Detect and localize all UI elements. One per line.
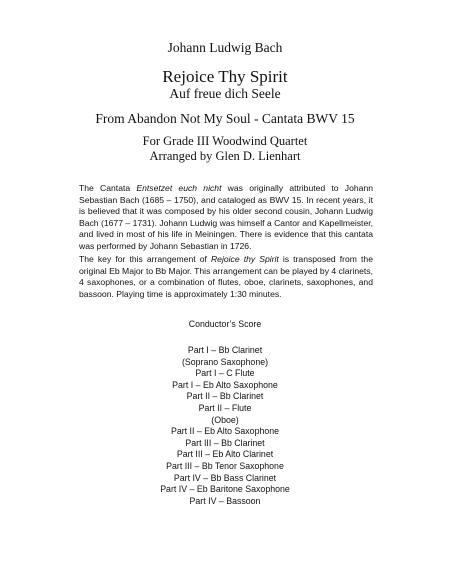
part-item: Part II – Eb Alto Saxophone	[170, 426, 280, 437]
arranger-line: Arranged by Glen D. Lienhart	[149, 149, 301, 163]
parts-list	[0, 345, 450, 507]
piece-subtitle: Auf freue dich Seele	[169, 86, 281, 101]
part-item: Part III – Bb Clarinet	[185, 437, 265, 448]
key-text-rest: is transposed from the original Eb Major to Bb Major. This arrangement can be played by 4 clarinets, 4 saxophones, or a combination of flutes, oboe, clarinets, saxophones, and bassoon. Playing time is approximately 1:30 minutes.	[79, 254, 373, 299]
arrangement-info	[0, 134, 450, 164]
key-text-start: The key for this arrangement of	[79, 254, 211, 264]
arrangement-title: Rejoice thy Spirit	[210, 254, 279, 264]
cantata-name: Entsetzet euch nicht	[136, 183, 222, 193]
part-item: Part I – Eb Alto Saxophone	[172, 379, 278, 390]
key-paragraph	[79, 254, 373, 300]
piece-title: Rejoice Thy Spirit	[162, 67, 288, 86]
part-item: Part III – Eb Alto Clarinet	[176, 449, 274, 460]
history-text-rest: was originally attributed to Johann Sebastian Bach (1685 – 1750), and cataloged as BWV 15. In recent years, it is believed that it was composed by his older second cousin, Johann Ludwig Bach (1677 – 1731). Johann Ludwig was himself a Cantor and Kapellmeister, and lived in most of his life in Meiningen. There is evidence that this cantata was performed by Johann Sebastian in 1726.	[79, 183, 373, 251]
part-item: Part I – Bb Clarinet	[187, 345, 263, 355]
history-text-start: The Cantata	[79, 183, 137, 193]
part-item: Part I – C Flute	[195, 368, 255, 379]
composer-name: Johann Ludwig Bach	[167, 40, 283, 55]
part-item: Part III – Bb Tenor Saxophone	[166, 460, 284, 471]
part-item: (Soprano Saxophone)	[181, 356, 269, 367]
part-item: Part IV – Bb Bass Clarinet	[173, 472, 277, 483]
part-item: Part IV – Bassoon	[189, 495, 261, 506]
part-item: (Oboe)	[211, 414, 239, 425]
conductors-score-heading: Conductor’s Score	[188, 319, 262, 329]
history-paragraph	[79, 183, 373, 252]
part-item: Part IV – Eb Baritone Saxophone	[160, 484, 290, 495]
source-cantata: From Abandon Not My Soul - Cantata BWV 15	[95, 111, 355, 126]
part-item: Part II – Flute	[198, 402, 252, 413]
part-item: Part II – Bb Clarinet	[186, 391, 264, 402]
grade-line: For Grade III Woodwind Quartet	[142, 134, 308, 148]
